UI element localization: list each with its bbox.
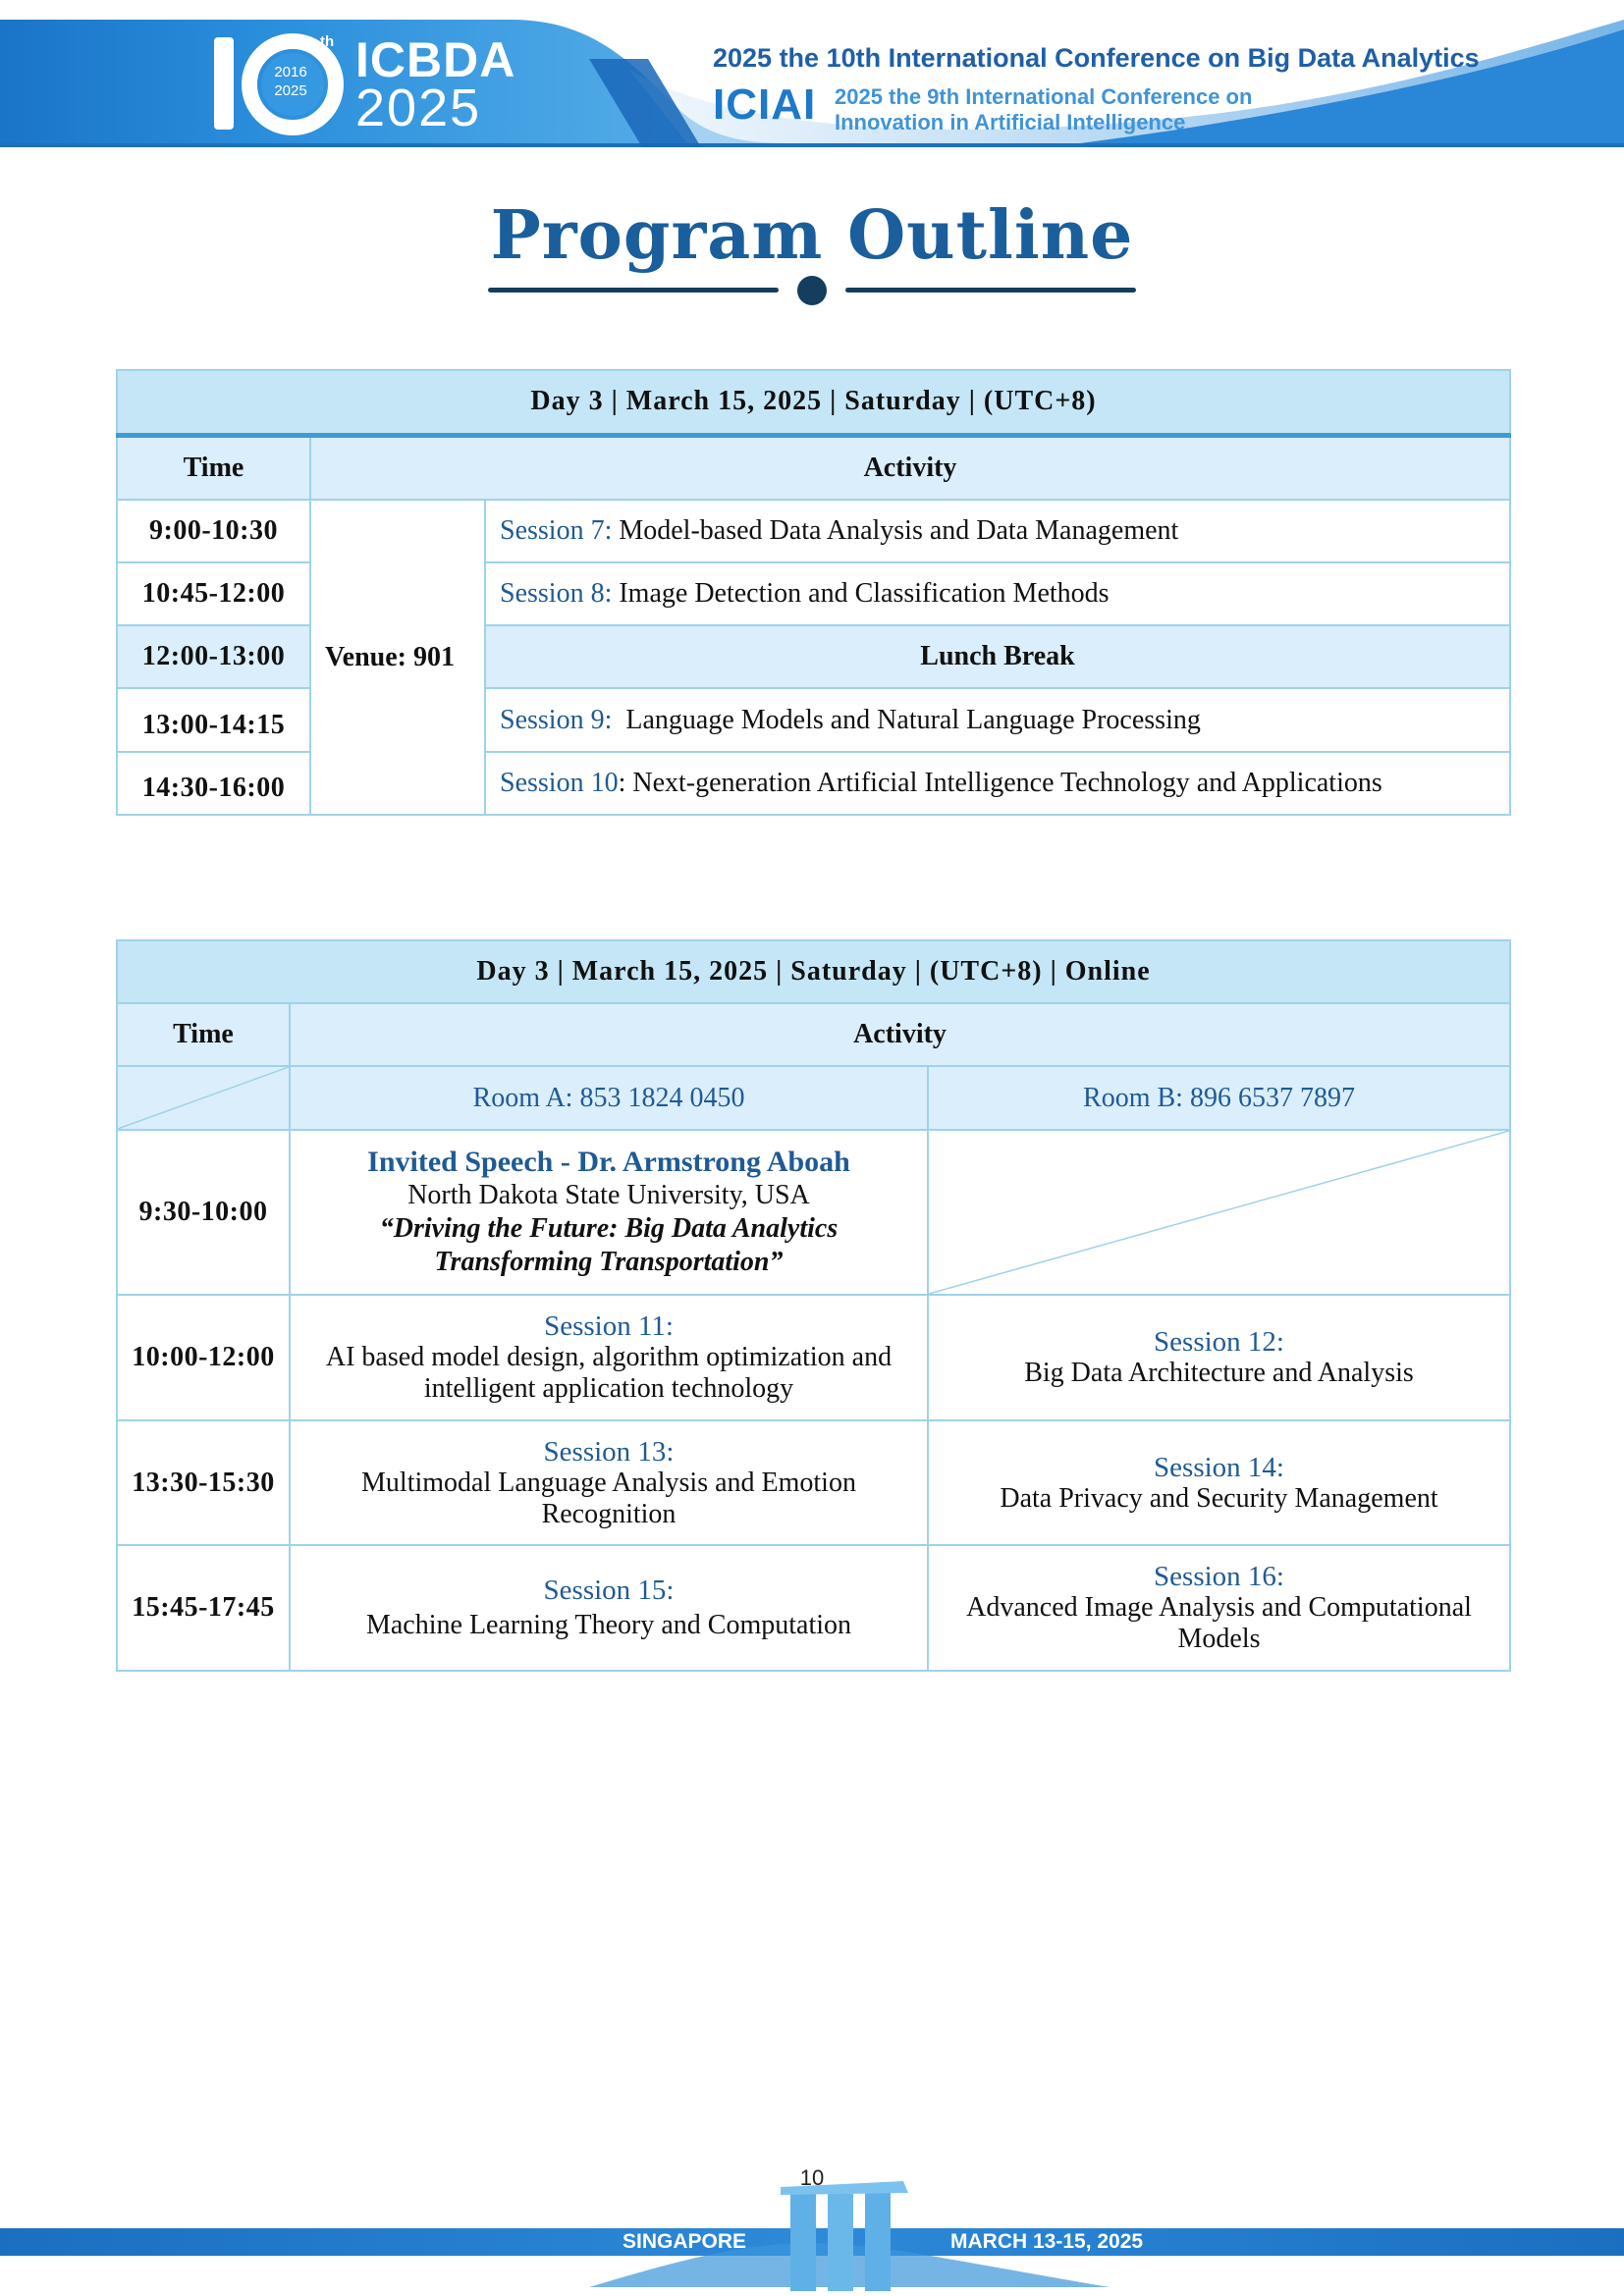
time-column-header: Time bbox=[117, 1003, 290, 1066]
page-title: Program Outline bbox=[490, 196, 1134, 275]
room-b-session-cell bbox=[928, 1420, 1510, 1545]
time-column-header: Time bbox=[117, 435, 310, 500]
empty-diagonal-cell bbox=[928, 1130, 1510, 1295]
session-label: Session 15: bbox=[543, 1575, 675, 1606]
session-colon: : bbox=[618, 768, 626, 798]
time-cell: 14:30-16:00 bbox=[117, 752, 310, 815]
logo-icbda: ICBDA bbox=[355, 32, 516, 87]
title-divider-left bbox=[488, 288, 779, 293]
schedule-table-online bbox=[116, 939, 1511, 1672]
session-title: Next-generation Artificial Intelligence Technology and Applications bbox=[625, 768, 1382, 798]
column-header-row bbox=[117, 1003, 1510, 1066]
header-banner bbox=[0, 0, 1624, 147]
session-title: Model-based Data Analysis and Data Management bbox=[612, 515, 1179, 546]
footer-dates: MARCH 13-15, 2025 bbox=[950, 2230, 1144, 2253]
table-header-row bbox=[117, 940, 1510, 1003]
time-cell: 15:45-17:45 bbox=[117, 1545, 290, 1671]
day-header: Day 3 | March 15, 2025 | Saturday | (UTC+8) | Online bbox=[117, 940, 1510, 1003]
title-divider-dot bbox=[797, 276, 827, 305]
room-b-header: Room B: 896 6537 7897 bbox=[928, 1066, 1510, 1130]
time-cell: 9:30-10:00 bbox=[117, 1130, 290, 1295]
session-label: Session 8: bbox=[500, 578, 613, 609]
schedule-table-onsite bbox=[116, 369, 1511, 816]
talk-title-line2: Transforming Transportation” bbox=[434, 1247, 784, 1277]
logo-year-end: 2025 bbox=[274, 82, 307, 99]
logo-year-2025: 2025 bbox=[355, 79, 482, 137]
table-row bbox=[117, 500, 1510, 562]
session-cell bbox=[485, 752, 1510, 815]
session-title: Image Detection and Classification Methods bbox=[612, 578, 1110, 609]
room-a-session-cell bbox=[290, 1420, 928, 1545]
room-a-session-cell bbox=[290, 1295, 928, 1420]
activity-column-header: Activity bbox=[290, 1003, 1510, 1066]
time-cell: 10:45-12:00 bbox=[117, 562, 310, 625]
session-title: Machine Learning Theory and Computation bbox=[365, 1610, 852, 1640]
session-label: Session 14: bbox=[1154, 1451, 1284, 1483]
session-label: Session 9: bbox=[500, 704, 613, 735]
room-b-session-cell bbox=[928, 1295, 1510, 1420]
title-divider-right bbox=[845, 288, 1136, 293]
conference-title-icbda: 2025 the 10th International Conference on Big Data Analytics bbox=[713, 43, 1480, 73]
conference-title-iciai bbox=[835, 84, 1252, 135]
conference-title-iciai-line1: 2025 the 9th International Conference on bbox=[835, 84, 1253, 109]
time-cell: 9:00-10:30 bbox=[117, 500, 310, 562]
session-label: Session 12: bbox=[1154, 1326, 1284, 1358]
room-a-header: Room A: 853 1824 0450 bbox=[290, 1066, 928, 1130]
invited-speech-cell bbox=[290, 1130, 928, 1295]
footer-location: SINGAPORE bbox=[623, 2230, 747, 2253]
table-row bbox=[117, 1295, 1510, 1420]
talk-title-line1: “Driving the Future: Big Data Analytics bbox=[379, 1213, 839, 1244]
room-header-row bbox=[117, 1066, 1510, 1130]
activity-column-header: Activity bbox=[310, 435, 1510, 500]
diagonal-line-graphic bbox=[929, 1131, 1509, 1294]
time-cell: 12:00-13:00 bbox=[117, 625, 310, 688]
logo-iciai: ICIAI bbox=[713, 80, 817, 129]
session-cell bbox=[485, 688, 1510, 752]
session-label: Session 7: bbox=[500, 515, 613, 546]
session-label: Session 10 bbox=[500, 768, 619, 798]
table-header-row bbox=[117, 370, 1510, 435]
table-row bbox=[117, 1545, 1510, 1671]
diagonal-line-graphic bbox=[118, 1067, 289, 1129]
room-a-session-cell bbox=[290, 1545, 928, 1671]
session-cell bbox=[485, 500, 1510, 562]
session-label: Session 16: bbox=[1154, 1561, 1284, 1592]
session-cell bbox=[485, 562, 1510, 625]
session-title: Advanced Image Analysis and Computational Models bbox=[966, 1592, 1472, 1654]
invited-speech-title: Invited Speech - Dr. Armstrong Aboah bbox=[367, 1146, 850, 1178]
logo-year-start: 2016 bbox=[274, 64, 307, 80]
logo-th-superscript: th bbox=[320, 33, 335, 50]
session-title: Multimodal Language Analysis and Emotion Recognition bbox=[361, 1467, 856, 1529]
session-title: Big Data Architecture and Analysis bbox=[1024, 1358, 1414, 1388]
table-row bbox=[117, 1130, 1510, 1295]
venue-cell: Venue: 901 bbox=[310, 500, 485, 815]
speaker-affiliation: North Dakota State University, USA bbox=[407, 1180, 810, 1210]
session-title: Data Privacy and Security Management bbox=[1000, 1482, 1438, 1514]
day-header: Day 3 | March 15, 2025 | Saturday | (UTC+8) bbox=[117, 370, 1510, 435]
time-cell: 13:00-14:15 bbox=[117, 688, 310, 752]
column-header-row bbox=[117, 435, 1510, 500]
time-cell: 10:00-12:00 bbox=[117, 1295, 290, 1420]
table-row bbox=[117, 1420, 1510, 1545]
session-label: Session 13: bbox=[543, 1435, 675, 1468]
logo-years bbox=[263, 63, 318, 100]
conference-title-iciai-line2: Innovation in Artificial Intelligence bbox=[835, 110, 1186, 134]
room-b-session-cell bbox=[928, 1545, 1510, 1671]
session-title: AI based model design, algorithm optimization and intelligent application technology bbox=[325, 1342, 893, 1404]
lunch-break-cell: Lunch Break bbox=[485, 625, 1510, 688]
page-number: 10 bbox=[799, 2165, 825, 2190]
session-title: Language Models and Natural Language Processing bbox=[612, 704, 1201, 735]
session-label: Session 11: bbox=[544, 1310, 674, 1342]
empty-diagonal-cell bbox=[117, 1066, 290, 1130]
time-cell: 13:30-15:30 bbox=[117, 1420, 290, 1545]
